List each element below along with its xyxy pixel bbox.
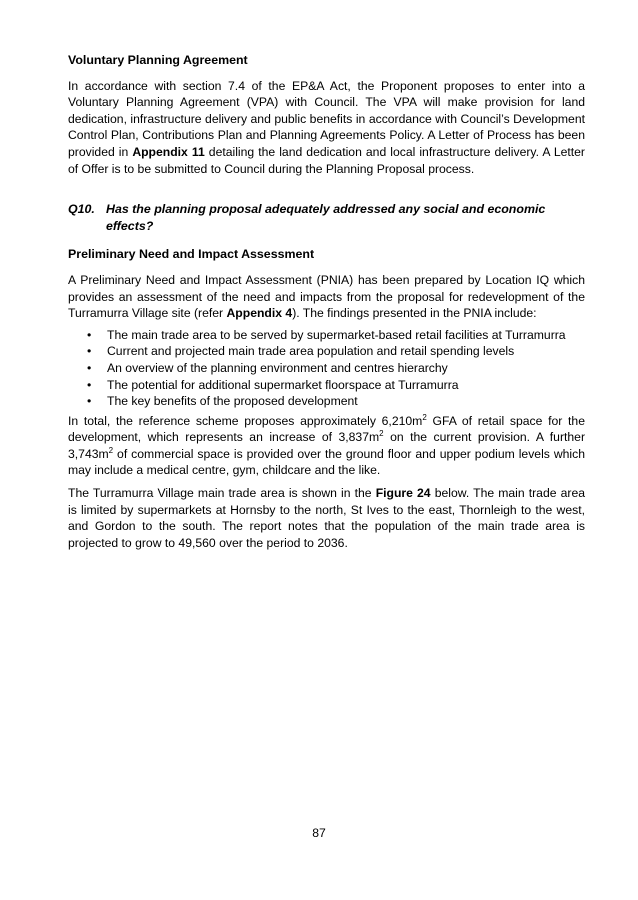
page-content	[68, 52, 585, 551]
trade-area-text-1: The Turramurra Village main trade area is shown in the	[68, 486, 376, 501]
vpa-text-1: In accordance with section 7.4 of the EP&A Act, the Proponent proposes to enter into a Voluntary Planning Agreement (VPA) with Council. The VPA will make provision for land dedication, infrastructure delivery and public benefits in accordance with Council’s Development Control Plan, Contributions Plan and Planning Agreements Policy. A Letter of Process has been provided in	[68, 78, 585, 159]
pnia-paragraph-1	[68, 272, 585, 322]
question-text: Has the planning proposal adequately addressed any social and economic effects?	[106, 202, 546, 233]
superscript: 2	[108, 445, 114, 455]
page-number: 87	[312, 826, 326, 840]
appendix-11-ref: Appendix 11	[132, 144, 205, 159]
gfa-text-2: GFA of retail space for the development, which represents an increase of 3,837m	[68, 413, 585, 445]
list-item-text: An overview of the planning environment and centres hierarchy	[107, 360, 448, 375]
question-q10	[68, 201, 585, 234]
list-item	[68, 343, 585, 360]
pnia-text-1: A Preliminary Need and Impact Assessment (PNIA) has been prepared by Location IQ which provides an assessment of the need and impacts from the proposal for redevelopment of the Turramurra Village site (refer	[68, 272, 585, 321]
list-item	[68, 360, 585, 377]
pnia-text-2: ). The findings presented in the PNIA include:	[292, 306, 537, 321]
gfa-text-3: on the current provision. A further 3,743m	[68, 430, 585, 461]
vpa-text-2: detailing the land dedication and local infrastructure delivery. A Letter of Offer is to be submitted to Council during the Planning Proposal process.	[68, 144, 585, 176]
superscript: 2	[422, 412, 427, 422]
figure-24-ref: Figure 24	[375, 486, 431, 501]
superscript: 2	[379, 429, 384, 439]
list-item-text: The main trade area to be served by supermarket-based retail facilities at Turramurra	[107, 327, 566, 342]
bullet-icon: •	[87, 360, 92, 375]
list-item-text: The key benefits of the proposed development	[107, 394, 358, 409]
trade-area-text-2: below. The main trade area is limited by supermarkets at Hornsby to the north, St Ives to the east, Thornleigh to the west, and Gordon to the south. The report notes that the population of the main trade area is projected to grow to 49,560 over the period to 2036.	[68, 486, 586, 550]
gfa-text-4: of commercial space is provided over the ground floor and upper podium levels which may include a medical centre, gym, childcare and the like.	[68, 446, 585, 478]
vpa-heading: Voluntary Planning Agreement	[68, 53, 248, 67]
list-item-text: Current and projected main trade area population and retail spending levels	[107, 344, 515, 359]
question-number: Q10.	[68, 202, 95, 217]
bullet-icon: •	[87, 377, 92, 392]
vpa-paragraph	[68, 78, 585, 178]
list-item	[68, 393, 585, 410]
list-item	[68, 327, 585, 344]
list-item	[68, 377, 585, 394]
findings-list	[68, 327, 585, 410]
pnia-paragraph-3	[68, 485, 585, 551]
pnia-heading: Preliminary Need and Impact Assessment	[68, 247, 315, 262]
bullet-icon: •	[87, 394, 92, 409]
list-item-text: The potential for additional supermarket floorspace at Turramurra	[107, 377, 459, 392]
bullet-icon: •	[87, 344, 92, 359]
pnia-paragraph-2	[68, 413, 585, 479]
appendix-4-ref: Appendix 4	[226, 306, 293, 321]
gfa-text-1: In total, the reference scheme proposes approximately 6,210m	[68, 413, 423, 428]
bullet-icon: •	[87, 327, 92, 342]
